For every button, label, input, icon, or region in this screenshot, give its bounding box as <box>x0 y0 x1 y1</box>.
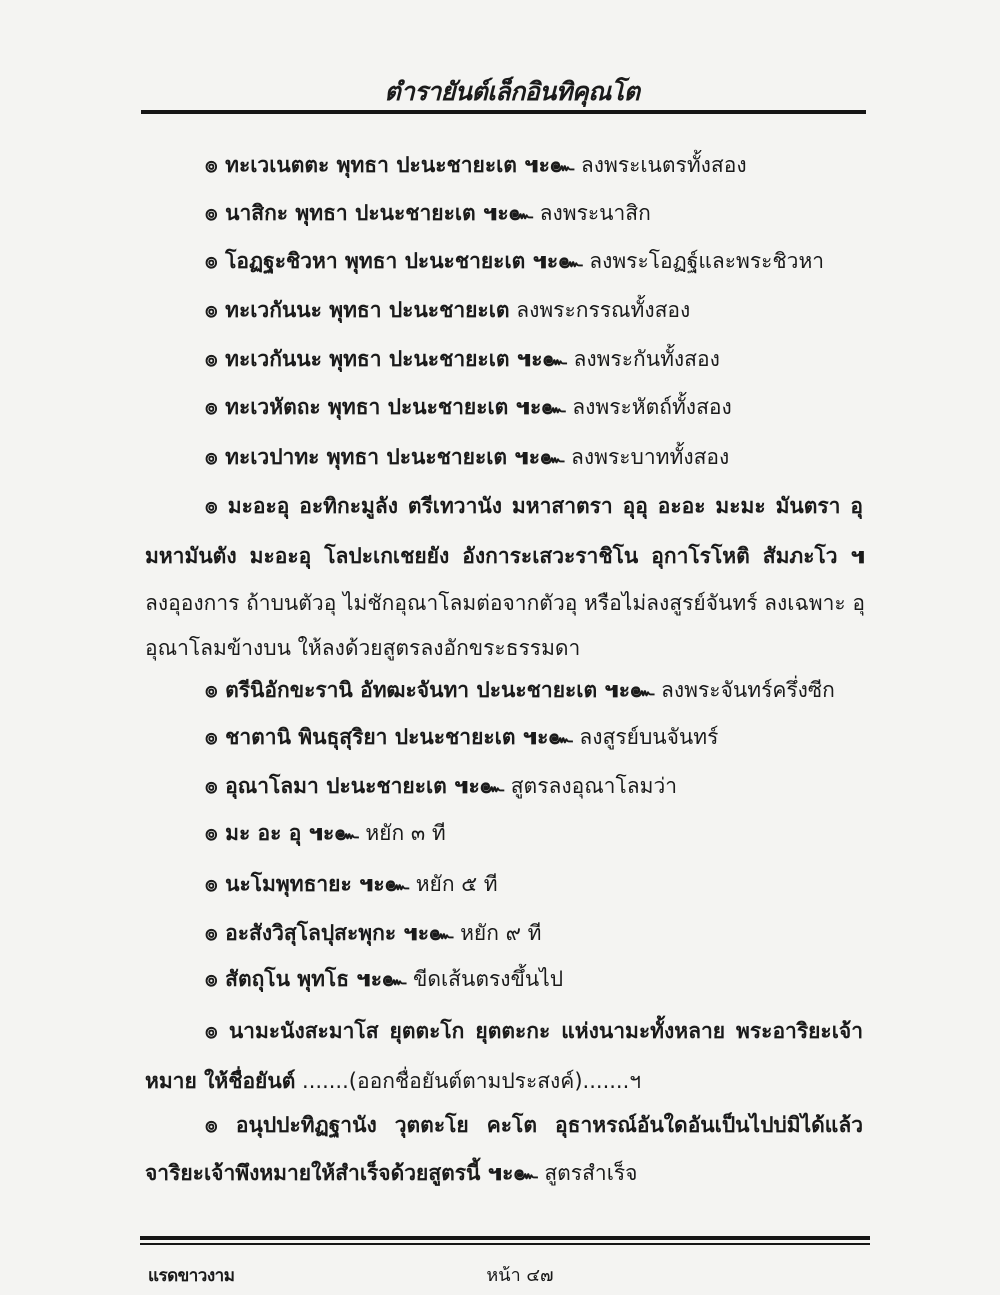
footer-rule <box>140 1236 870 1240</box>
text-line <box>205 868 865 900</box>
pali-text: ๏ ทะเวหัตถะ พุทธา ปะนะชายะเต ๚ะ๛ <box>205 395 566 419</box>
footer-publisher: แรดขาวงาม <box>148 1266 235 1286</box>
thai-gloss: ขีดเส้นตรงขึ้นไป <box>412 967 564 991</box>
text-line <box>205 343 865 375</box>
text-line <box>205 294 865 326</box>
pali-text: ๏ ทะเวเนตตะ พุทธา ปะนะชายะเต ๚ะ๛ <box>205 153 575 177</box>
pali-text: ๏ ทะเวปาทะ พุทธา ปะนะชายะเต ๚ะ๛ <box>205 445 565 469</box>
page-number: หน้า ๔๗ <box>486 1265 554 1286</box>
pali-text: ๏ ตรีนิอักขะรานิ อัทฒะจันทา ปะนะชายะเต ๚ะ๛ <box>205 678 655 702</box>
pali-text: ๏ อนุปปะทิฏฐานัง วุตตะโย คะโต อุธาหรณ์อันใดอันเป็นไปบ่มิได้แล้ว <box>205 1113 863 1137</box>
text-line <box>205 245 865 277</box>
pali-text: ๏ โอฏฐะชิวหา พุทธา ปะนะชายะเต ๚ะ๛ <box>205 249 583 273</box>
text-line <box>145 632 865 664</box>
thai-gloss: .......(ออกชื่อยันต์ตามประสงค์).......ฯ <box>302 1069 642 1093</box>
text-line <box>145 1065 865 1097</box>
thai-gloss: สูตรสำเร็จ <box>544 1161 638 1185</box>
thai-gloss: ลงพระโอฏฐ์และพระชิวหา <box>589 249 825 273</box>
pali-text: ๏ นามะนังสะมาโส ยุตตะโก ยุตตะกะ แห่งนามะทั้งหลาย พระอาริยะเจ้า <box>205 1019 863 1043</box>
text-line <box>205 917 865 949</box>
thai-gloss: อุณาโลมข้างบน ให้ลงด้วยสูตรลงอักขระธรรมดา <box>145 636 581 660</box>
text-line <box>145 1157 865 1189</box>
thai-gloss: ลงสูรย์บนจันทร์ <box>579 725 719 749</box>
text-line <box>145 540 865 572</box>
thai-gloss: ลงพระบาททั้งสอง <box>571 445 730 469</box>
thai-gloss: หยัก ๓ ที <box>365 821 446 845</box>
thai-gloss: ลงพระนาสิก <box>539 201 651 225</box>
text-line <box>205 963 865 995</box>
pali-text: ๏ นะโมพุทธายะ ๚ะ๛ <box>205 872 410 896</box>
text-line <box>205 1015 863 1047</box>
pali-text: ๏ นาสิกะ พุทธา ปะนะชายะเต ๚ะ๛ <box>205 201 533 225</box>
thai-gloss: สูตรลงอุณาโลมว่า <box>510 774 678 798</box>
thai-gloss: ลงอุองการ ถ้าบนตัวอุ ไม่ชักอุณาโลมต่อจากตัวอุ หรือไม่ลงสูรย์จันทร์ ลงเฉพาะ อุ <box>145 591 865 615</box>
pali-text: ๏ สัตถุโน พุทโธ ๚ะ๛ <box>205 967 407 991</box>
text-line <box>205 1109 863 1141</box>
text-line <box>205 817 865 849</box>
text-line <box>205 149 865 181</box>
thai-gloss: ลงพระกรรณทั้งสอง <box>516 298 691 322</box>
text-line <box>205 391 865 423</box>
thai-gloss: หยัก ๕ ที <box>415 872 498 896</box>
footer-rule-thin <box>140 1243 870 1245</box>
text-line <box>205 721 865 753</box>
text-line <box>205 770 865 802</box>
pali-text: ๏ มะ อะ อุ ๚ะ๛ <box>205 821 359 845</box>
text-line <box>205 674 865 706</box>
header-rule <box>141 110 866 114</box>
pali-text: ๏ ทะเวกันนะ พุทธา ปะนะชายะเต ๚ะ๛ <box>205 347 567 371</box>
thai-gloss: ลงพระหัตถ์ทั้งสอง <box>572 395 732 419</box>
thai-gloss: ลงพระกันทั้งสอง <box>573 347 720 371</box>
thai-gloss: ลงพระจันทร์ครึ่งซีก <box>661 678 835 702</box>
pali-text: มหามันตัง มะอะอุ โลปะเกเชยยัง อังการะเสวะราชิโน อุกาโรโหติ สัมภะโว ๚ <box>145 544 865 568</box>
thai-gloss: หยัก ๙ ที <box>460 921 542 945</box>
running-header: ตำรายันต์เล็กอินทิคุณโต <box>384 77 640 106</box>
text-line <box>205 197 865 229</box>
text-line <box>145 587 865 619</box>
text-line <box>205 490 863 522</box>
pali-text: ๏ มะอะอุ อะทิกะมูลัง ตรีเทวานัง มหาสาตรา อุอุ อะอะ มะมะ มันตรา อุ <box>205 494 863 518</box>
pali-text: ๏ ทะเวกันนะ พุทธา ปะนะชายะเต <box>205 298 510 322</box>
text-line <box>205 441 865 473</box>
pali-text: ๏ อะสังวิสุโลปุสะพุกะ ๚ะ๛ <box>205 921 454 945</box>
pali-text: หมาย ให้ชื่อยันต์ <box>145 1069 296 1093</box>
pali-text: ๏ อุณาโลมา ปะนะชายะเต ๚ะ๛ <box>205 774 505 798</box>
pali-text: จาริยะเจ้าพึงหมายให้สำเร็จด้วยสูตรนี้ ๚ะ๛ <box>145 1161 538 1185</box>
thai-gloss: ลงพระเนตรทั้งสอง <box>580 153 747 177</box>
pali-text: ๏ ชาตานิ พินธุสุริยา ปะนะชายะเต ๚ะ๛ <box>205 725 573 749</box>
